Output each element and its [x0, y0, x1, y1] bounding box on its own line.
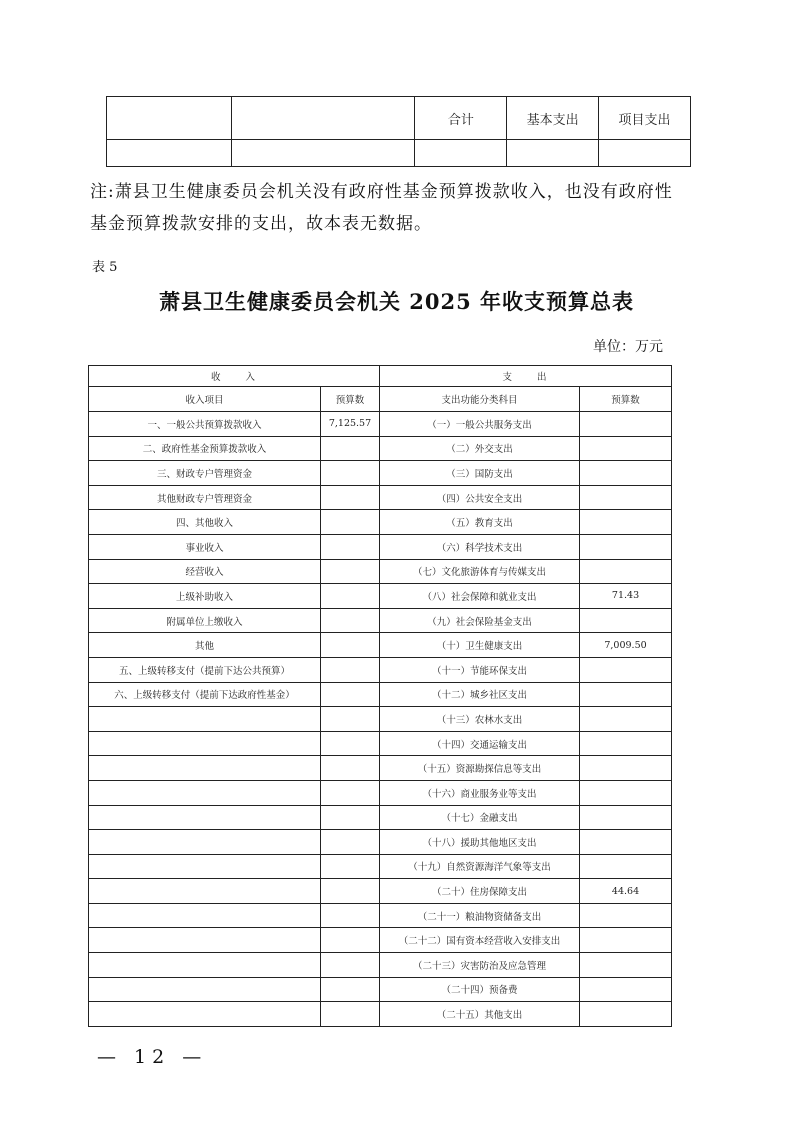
expense-amount-cell: 71.43: [580, 584, 672, 609]
income-item-cell: [89, 780, 321, 805]
income-item-cell: 五、上级转移支付（提前下达公共预算）: [89, 657, 321, 682]
income-amount-cell: [321, 780, 380, 805]
income-item-cell: [89, 707, 321, 732]
table-row: [89, 534, 672, 559]
col-header-expense-amount: 预算数: [580, 387, 672, 412]
expense-item-cell: （二十五）其他支出: [380, 1002, 580, 1027]
income-amount-cell: [321, 854, 380, 879]
column-header-row: [89, 387, 672, 412]
expense-item-cell: （九）社会保险基金支出: [380, 608, 580, 633]
expense-amount-cell: [580, 953, 672, 978]
table-row: [89, 559, 672, 584]
table-row: [89, 485, 672, 510]
expense-amount-cell: [580, 903, 672, 928]
expense-item-cell: （十三）农林水支出: [380, 707, 580, 732]
income-item-cell: [89, 854, 321, 879]
income-item-cell: 事业收入: [89, 534, 321, 559]
table-row: [89, 1002, 672, 1027]
expense-item-cell: （十六）商业服务业等支出: [380, 780, 580, 805]
table-row: [89, 953, 672, 978]
expense-amount-cell: [580, 805, 672, 830]
income-amount-cell: [321, 903, 380, 928]
income-amount-cell: [321, 953, 380, 978]
income-item-cell: 二、政府性基金预算拨款收入: [89, 436, 321, 461]
income-item-cell: 其他财政专户管理资金: [89, 485, 321, 510]
income-item-cell: [89, 1002, 321, 1027]
income-amount-cell: [321, 879, 380, 904]
income-amount-cell: [321, 657, 380, 682]
income-item-cell: [89, 953, 321, 978]
expense-item-cell: （二）外交支出: [380, 436, 580, 461]
expense-item-cell: （十四）交通运输支出: [380, 731, 580, 756]
table-row: [89, 682, 672, 707]
income-item-cell: [89, 928, 321, 953]
previous-table-cell: [107, 140, 232, 167]
income-item-cell: 经营收入: [89, 559, 321, 584]
income-amount-cell: [321, 1002, 380, 1027]
previous-table-fragment: [106, 96, 691, 167]
income-item-cell: [89, 731, 321, 756]
table-row: [89, 584, 672, 609]
income-item-cell: 一、一般公共预算拨款收入: [89, 412, 321, 437]
expense-amount-cell: [580, 928, 672, 953]
previous-table-cell: [599, 140, 691, 167]
expense-item-cell: （七）文化旅游体育与传媒支出: [380, 559, 580, 584]
income-amount-cell: [321, 633, 380, 658]
table-row: [89, 707, 672, 732]
expense-amount-cell: [580, 1002, 672, 1027]
unit-label: 单位：万元: [593, 339, 663, 355]
previous-table-empty-row: [107, 140, 691, 167]
col-header-income-item: 收入项目: [89, 387, 321, 412]
table-row: [89, 731, 672, 756]
income-amount-cell: [321, 510, 380, 535]
expense-amount-cell: [580, 830, 672, 855]
expense-item-cell: （三）国防支出: [380, 461, 580, 486]
income-amount-cell: [321, 461, 380, 486]
income-section-header: 收 入: [89, 366, 380, 387]
income-amount-cell: [321, 485, 380, 510]
table-row: [89, 633, 672, 658]
previous-table-cell: [507, 140, 599, 167]
income-amount-cell: [321, 584, 380, 609]
table-row: [89, 854, 672, 879]
expense-item-cell: （二十四）预备费: [380, 977, 580, 1002]
expense-section-header: 支 出: [380, 366, 672, 387]
expense-amount-cell: [580, 412, 672, 437]
expense-item-cell: （十七）金融支出: [380, 805, 580, 830]
col-header-expense-item: 支出功能分类科目: [380, 387, 580, 412]
table-row: [89, 780, 672, 805]
table-row: [89, 436, 672, 461]
expense-amount-cell: [580, 510, 672, 535]
expense-item-cell: （八）社会保障和就业支出: [380, 584, 580, 609]
expense-amount-cell: [580, 707, 672, 732]
col-header-income-amount: 预算数: [321, 387, 380, 412]
previous-table-header-project: 项目支出: [599, 97, 691, 140]
income-amount-cell: [321, 608, 380, 633]
page-number: — 12 —: [97, 1046, 208, 1068]
previous-table-cell: [415, 140, 507, 167]
table-row: [89, 412, 672, 437]
income-amount-cell: 7,125.57: [321, 412, 380, 437]
expense-amount-cell: 7,009.50: [580, 633, 672, 658]
table-row: [89, 903, 672, 928]
income-item-cell: [89, 977, 321, 1002]
expense-amount-cell: [580, 485, 672, 510]
income-amount-cell: [321, 830, 380, 855]
income-item-cell: 其他: [89, 633, 321, 658]
budget-summary-table: [88, 365, 672, 1027]
income-item-cell: [89, 805, 321, 830]
table-number-label: 表 5: [92, 260, 118, 275]
expense-item-cell: （十一）节能环保支出: [380, 657, 580, 682]
expense-item-cell: （十）卫生健康支出: [380, 633, 580, 658]
expense-item-cell: （十五）资源勘探信息等支出: [380, 756, 580, 781]
expense-amount-cell: 44.64: [580, 879, 672, 904]
expense-item-cell: （四）公共安全支出: [380, 485, 580, 510]
previous-table-cell: [107, 97, 232, 140]
income-item-cell: 六、上级转移支付（提前下达政府性基金）: [89, 682, 321, 707]
expense-amount-cell: [580, 780, 672, 805]
expense-item-cell: （一）一般公共服务支出: [380, 412, 580, 437]
expense-amount-cell: [580, 436, 672, 461]
expense-amount-cell: [580, 977, 672, 1002]
expense-item-cell: （二十一）粮油物资储备支出: [380, 903, 580, 928]
table-row: [89, 879, 672, 904]
income-item-cell: [89, 903, 321, 928]
income-item-cell: 上级补助收入: [89, 584, 321, 609]
previous-table-cell: [231, 140, 415, 167]
expense-amount-cell: [580, 657, 672, 682]
expense-amount-cell: [580, 461, 672, 486]
income-item-cell: [89, 879, 321, 904]
table-row: [89, 977, 672, 1002]
table-row: [89, 510, 672, 535]
income-amount-cell: [321, 707, 380, 732]
previous-table-header-row: [107, 97, 691, 140]
expense-item-cell: （五）教育支出: [380, 510, 580, 535]
expense-amount-cell: [580, 534, 672, 559]
expense-item-cell: （二十二）国有资本经营收入安排支出: [380, 928, 580, 953]
table-row: [89, 608, 672, 633]
no-data-note: 注:萧县卫生健康委员会机关没有政府性基金预算拨款收入，也没有政府性基金预算拨款安排的支出，故本表无数据。: [90, 182, 673, 234]
expense-amount-cell: [580, 756, 672, 781]
income-amount-cell: [321, 928, 380, 953]
table-row: [89, 756, 672, 781]
table-row: [89, 657, 672, 682]
table-row: [89, 928, 672, 953]
expense-item-cell: （十八）援助其他地区支出: [380, 830, 580, 855]
income-amount-cell: [321, 805, 380, 830]
expense-item-cell: （二十三）灾害防治及应急管理: [380, 953, 580, 978]
expense-amount-cell: [580, 731, 672, 756]
expense-amount-cell: [580, 682, 672, 707]
income-amount-cell: [321, 534, 380, 559]
previous-table-header-total: 合计: [415, 97, 507, 140]
income-item-cell: 三、财政专户管理资金: [89, 461, 321, 486]
expense-amount-cell: [580, 559, 672, 584]
income-amount-cell: [321, 682, 380, 707]
section-header-row: [89, 366, 672, 387]
income-amount-cell: [321, 977, 380, 1002]
expense-item-cell: （六）科学技术支出: [380, 534, 580, 559]
income-amount-cell: [321, 436, 380, 461]
income-amount-cell: [321, 731, 380, 756]
expense-item-cell: （二十）住房保障支出: [380, 879, 580, 904]
income-item-cell: [89, 830, 321, 855]
expense-item-cell: （十二）城乡社区支出: [380, 682, 580, 707]
expense-item-cell: （十九）自然资源海洋气象等支出: [380, 854, 580, 879]
expense-amount-cell: [580, 608, 672, 633]
income-item-cell: 四、其他收入: [89, 510, 321, 535]
expense-amount-cell: [580, 854, 672, 879]
income-item-cell: [89, 756, 321, 781]
income-item-cell: 附属单位上缴收入: [89, 608, 321, 633]
table-row: [89, 830, 672, 855]
table-row: [89, 461, 672, 486]
income-amount-cell: [321, 559, 380, 584]
previous-table-cell: [231, 97, 415, 140]
table-row: [89, 805, 672, 830]
page-title: 萧县卫生健康委员会机关 2025 年收支预算总表: [158, 289, 635, 314]
previous-table-header-basic: 基本支出: [507, 97, 599, 140]
income-amount-cell: [321, 756, 380, 781]
